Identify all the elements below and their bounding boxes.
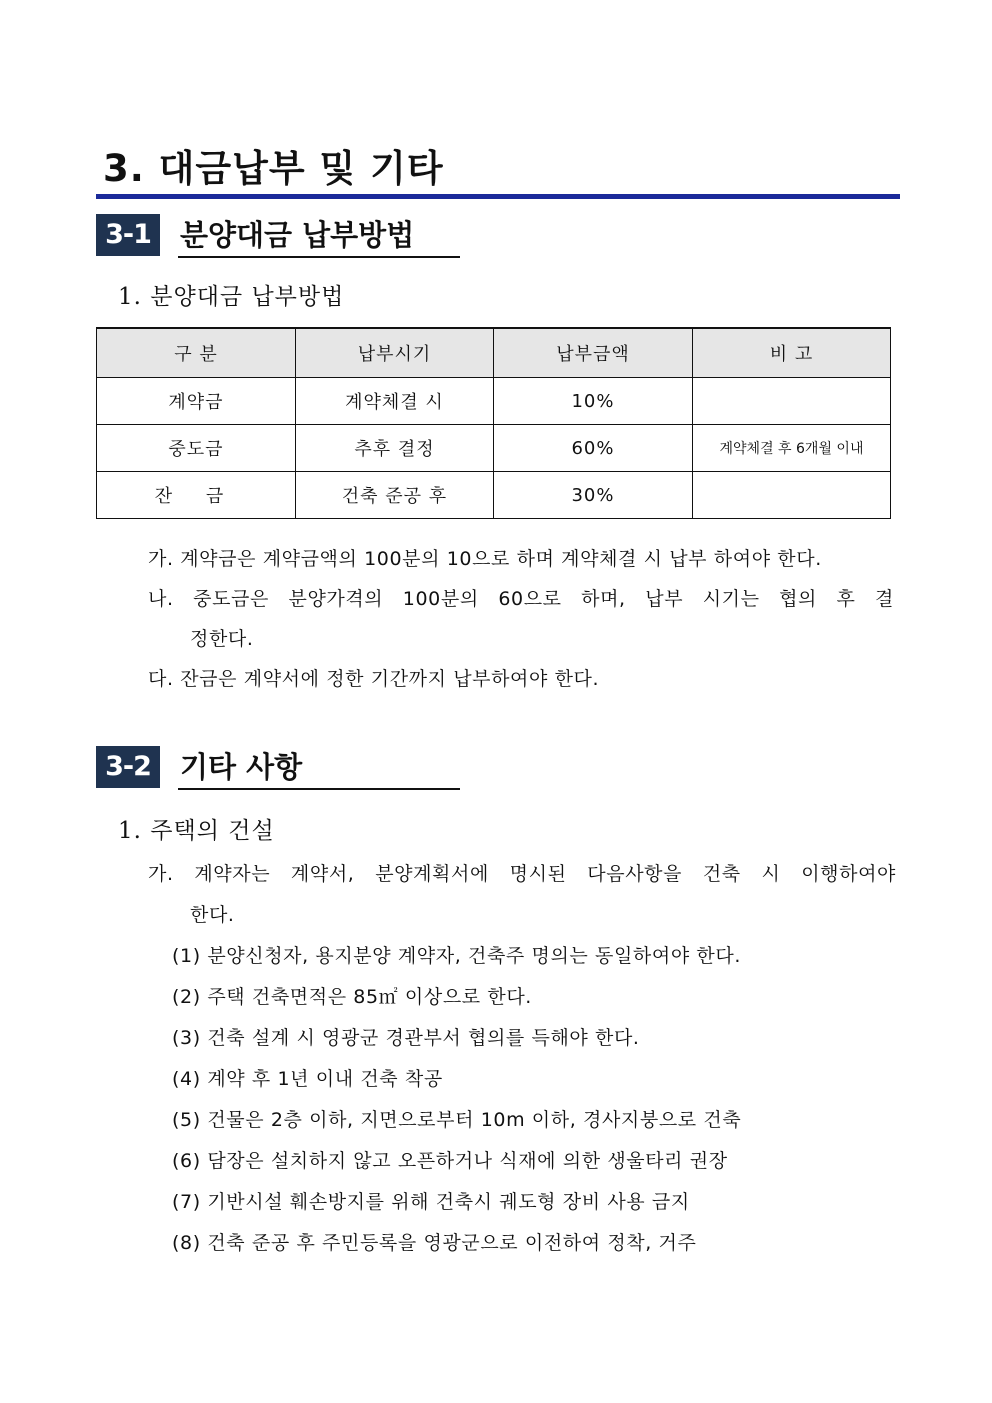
list-item: (8) 건축 준공 후 주민등록을 영광군으로 이전하여 정착, 거주 [172,1232,697,1254]
section-badge: 3-2 [96,746,160,788]
note-da: 다. 잔금은 계약서에 정한 기간까지 납부하여야 한다. [148,668,600,690]
payment-method-heading: 1. 분양대금 납부방법 [118,284,345,310]
table-cell [693,378,891,425]
payment-table [96,327,891,519]
header-cell: 납부시기 [296,328,494,378]
table-row [97,472,891,519]
table-cell [693,472,891,519]
header-cell: 납부금액 [494,328,693,378]
table-cell: 중도금 [97,425,296,472]
table-cell: 계약체결 시 [296,378,494,425]
section-title: 기타 사항 [180,750,303,784]
note-na-line1: 나. 중도금은 분양가격의 100분의 60으로 하며, 납부 시기는 협의 후 결 [148,588,894,610]
list-item: (2) 주택 건축면적은 85㎡ 이상으로 한다. [172,986,532,1008]
table-cell: 30% [494,472,693,519]
table-cell: 건축 준공 후 [296,472,494,519]
header-cell: 구 분 [97,328,296,378]
page-title: 3. 대금납부 및 기타 [103,147,444,190]
list-item: (4) 계약 후 1년 이내 건축 착공 [172,1068,443,1090]
table-cell: 10% [494,378,693,425]
table-row [97,378,891,425]
ga-line2: 한다. [190,904,235,926]
table-header-row [97,328,891,378]
table-cell: 계약금 [97,378,296,425]
list-item: (1) 분양신청자, 용지분양 계약자, 건축주 명의는 동일하여야 한다. [172,945,741,967]
note-na-line2: 정한다. [190,628,254,650]
list-item: (3) 건축 설계 시 영광군 경관부서 협의를 득해야 한다. [172,1027,640,1049]
header-cell: 비 고 [693,328,891,378]
table-cell: 추후 결정 [296,425,494,472]
section-title: 분양대금 납부방법 [180,218,415,252]
list-item: (7) 기반시설 훼손방지를 위해 건축시 궤도형 장비 사용 금지 [172,1191,690,1213]
section-underline [178,788,460,790]
title-rule [96,194,900,199]
section-badge: 3-1 [96,214,160,256]
table-cell: 잔 금 [97,472,296,519]
table-cell: 60% [494,425,693,472]
section-underline [178,256,460,258]
note-ga: 가. 계약금은 계약금액의 100분의 10으로 하며 계약체결 시 납부 하여야 한다. [148,548,822,570]
list-item: (6) 담장은 설치하지 않고 오픈하거나 식재에 의한 생울타리 권장 [172,1150,728,1172]
list-item: (5) 건물은 2층 이하, 지면으로부터 10m 이하, 경사지붕으로 건축 [172,1109,742,1131]
table-cell: 계약체결 후 6개월 이내 [693,425,891,472]
housing-construction-heading: 1. 주택의 건설 [118,818,275,844]
ga-line1: 가. 계약자는 계약서, 분양계획서에 명시된 다음사항을 건축 시 이행하여야 [148,863,896,885]
table-row [97,425,891,472]
